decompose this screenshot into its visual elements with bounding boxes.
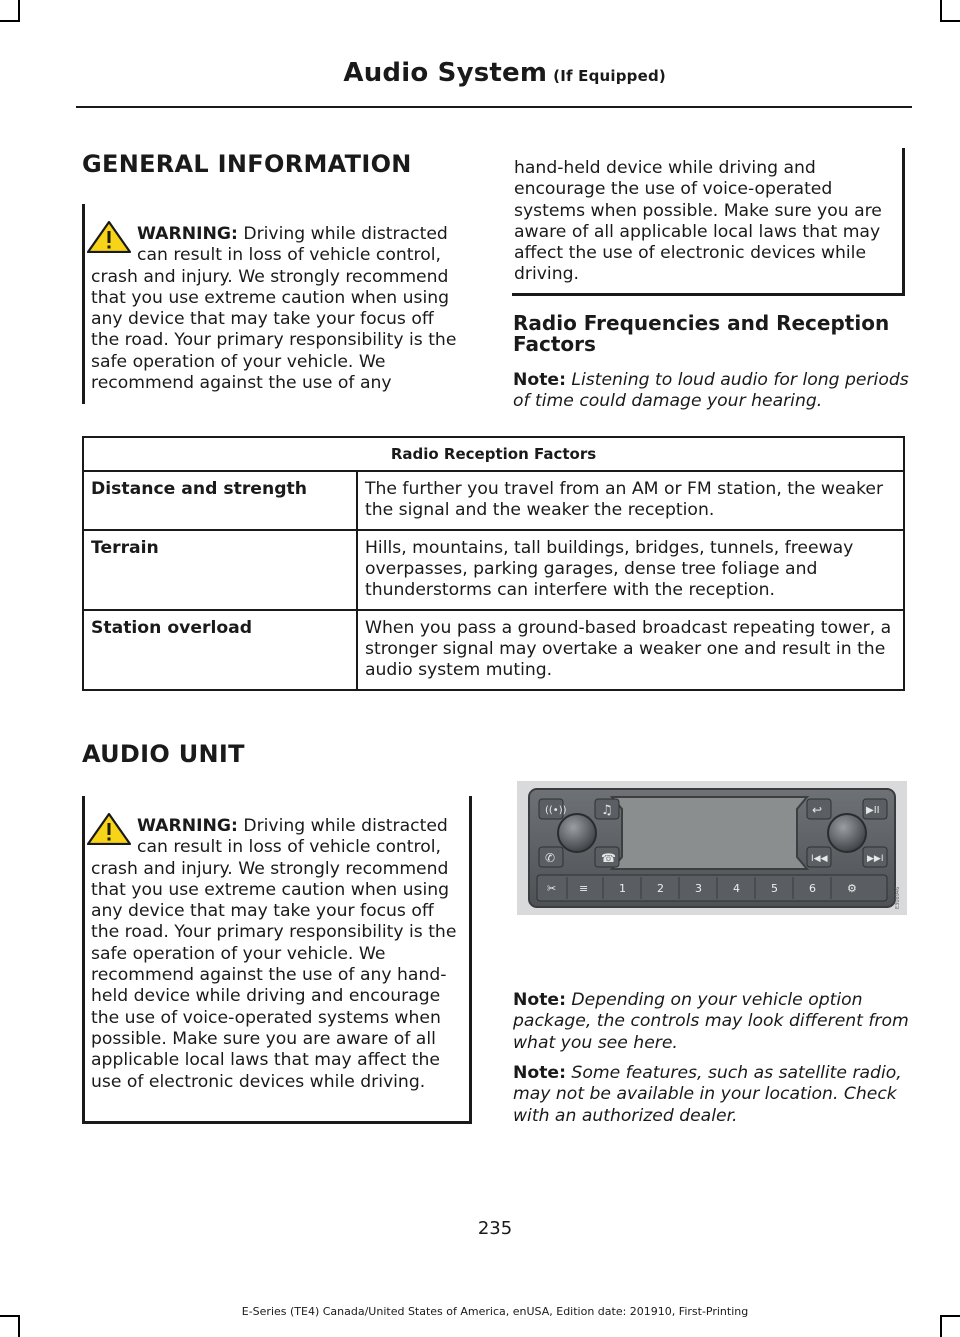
warning-triangle-icon bbox=[87, 813, 131, 845]
note-text: Depending on your vehicle option package, the controls may look different from what you see here. bbox=[513, 990, 909, 1053]
header-rule bbox=[76, 106, 912, 108]
page-number: 235 bbox=[477, 1218, 513, 1239]
preset-4: 4 bbox=[733, 882, 740, 895]
voice-icon: ✂ bbox=[547, 882, 557, 895]
warning-text-continued: hand-held device while driving and encourage the use of voice-operated systems when possible. Make sure you are aware of all applicable local laws that may affect the use of electronic devices while driving. bbox=[514, 158, 882, 285]
warning-label: WARNING: bbox=[137, 224, 238, 244]
tune-knob bbox=[828, 814, 866, 852]
settings-icon: ⚙ bbox=[847, 882, 857, 895]
header-title: Audio System bbox=[343, 58, 548, 88]
table-row bbox=[83, 530, 904, 610]
phone-icon: ✆ bbox=[545, 851, 556, 865]
note-text: Listening to loud audio for long periods of time could damage your hearing. bbox=[513, 370, 909, 412]
warning-triangle-icon bbox=[87, 221, 131, 253]
section-title-audio-unit: AUDIO UNIT bbox=[82, 740, 245, 768]
warning-box-1 bbox=[82, 204, 472, 404]
hang-up-icon: ☎ bbox=[601, 851, 616, 865]
warning-box-1-continued bbox=[512, 148, 905, 296]
note-label: Note: bbox=[513, 1063, 566, 1083]
subsection-heading: Radio Frequencies and Reception Factors bbox=[513, 311, 890, 356]
edition-footer: E-Series (TE4) Canada/United States of America, enUSA, Edition date: 201910, First-Printing bbox=[241, 1305, 749, 1318]
warning-text: Driving while distracted can result in loss of vehicle control, crash and injury. We strongly recommend that you use extreme caution when using any device that may take your focus off the road. Your primary responsibility is the safe operation of your vehicle. We recommend against the use of any hand-held device while driving and encourage the use of voice-operated systems when possible. Make sure you are aware of all applicable local laws that may affect the use of electronic devices while driving. bbox=[91, 816, 457, 1092]
note-features bbox=[513, 1063, 911, 1127]
description-cell: The further you travel from an AM or FM station, the weaker the signal and the weaker the reception. bbox=[357, 471, 904, 530]
preset-5: 5 bbox=[771, 882, 778, 895]
audio-unit-diagram bbox=[517, 781, 907, 915]
crop-mark bbox=[940, 0, 942, 22]
note-controls bbox=[513, 990, 911, 1054]
page-header bbox=[0, 58, 912, 88]
section-title-general: GENERAL INFORMATION bbox=[82, 150, 412, 178]
description-cell: Hills, mountains, tall buildings, bridges, tunnels, freeway overpasses, parking garages, dense tree foliage and thunderstorms can interfere with the reception. bbox=[357, 530, 904, 610]
factor-cell: Terrain bbox=[83, 530, 357, 610]
header-subtitle: (If Equipped) bbox=[553, 67, 666, 85]
radio-icon: ((•)) bbox=[545, 805, 567, 816]
reception-factors-table bbox=[82, 436, 905, 691]
note-label: Note: bbox=[513, 990, 566, 1010]
preset-2: 2 bbox=[657, 882, 664, 895]
note-label: Note: bbox=[513, 370, 566, 390]
audio-unit-illustration bbox=[517, 781, 907, 915]
table-row bbox=[83, 471, 904, 530]
play-pause-icon: ▶II bbox=[866, 805, 880, 816]
back-icon: ↩ bbox=[812, 803, 823, 817]
crop-mark bbox=[0, 20, 20, 22]
volume-knob bbox=[558, 814, 596, 852]
table-caption: Radio Reception Factors bbox=[83, 437, 904, 471]
description-cell: When you pass a ground-based broadcast repeating tower, a stronger signal may overtake a weaker one and result in the audio system muting. bbox=[357, 610, 904, 690]
warning-label: WARNING: bbox=[137, 816, 238, 836]
preset-6: 6 bbox=[809, 882, 816, 895]
factor-cell: Station overload bbox=[83, 610, 357, 690]
preset-1: 1 bbox=[619, 882, 626, 895]
warning-box-2 bbox=[82, 796, 472, 1124]
equalizer-icon: ≡ bbox=[579, 882, 589, 895]
crop-mark bbox=[18, 1315, 20, 1337]
crop-mark bbox=[18, 0, 20, 22]
preset-3: 3 bbox=[695, 882, 702, 895]
note-hearing bbox=[513, 370, 911, 413]
music-note-icon: ♫ bbox=[601, 803, 613, 818]
table-row bbox=[83, 610, 904, 690]
note-text: Some features, such as satellite radio, may not be available in your location. Check with an authorized dealer. bbox=[513, 1063, 902, 1126]
factor-cell: Distance and strength bbox=[83, 471, 357, 530]
crop-mark bbox=[940, 1315, 942, 1337]
seek-forward-icon: ▶▶I bbox=[867, 854, 884, 864]
warning-text: Driving while distracted can result in loss of vehicle control, crash and injury. We strongly recommend that you use extreme caution when using any device that may take your focus off the road. Your primary responsibility is the safe operation of your vehicle. We recommend against the use of any bbox=[91, 224, 457, 394]
image-code: E308946 bbox=[895, 886, 901, 909]
crop-mark bbox=[940, 20, 960, 22]
seek-back-icon: I◀◀ bbox=[811, 854, 828, 864]
